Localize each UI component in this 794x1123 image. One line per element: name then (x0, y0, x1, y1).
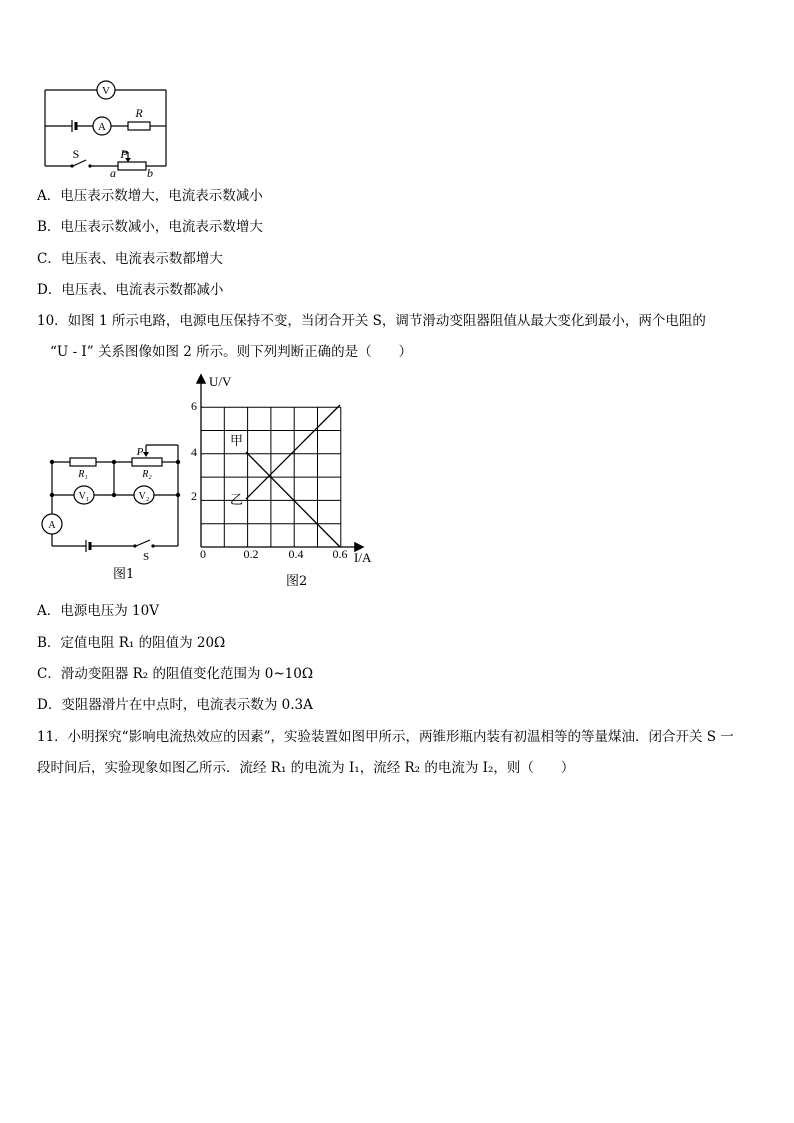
q10-option-c: C．滑动变阻器 R₂ 的阻值变化范围为 0~10Ω (37, 666, 314, 682)
x-axis-label: I/A (354, 550, 372, 565)
q10-stem-line2: “U - I” 关系图像如图 2 所示。则下列判断正确的是（ ） (50, 344, 413, 360)
switch-label: S (142, 551, 150, 563)
origin-label: 0 (200, 547, 206, 561)
v1-label: V₁ (78, 491, 90, 502)
ammeter-label: A (98, 121, 106, 133)
end-b-label: b (147, 166, 153, 180)
q9-option-c: C．电压表、电流表示数都增大 (37, 251, 223, 267)
q11-stem-line2: 段时间后，实验现象如图乙所示．流经 R₁ 的电流为 I₁，流经 R₂ 的电流为 I₂，则（ ） (37, 760, 575, 776)
voltmeter-label: V (102, 85, 110, 97)
q9-option-b: B．电压表示数减小，电流表示数增大 (37, 219, 263, 235)
circuit-figure-q9 (38, 76, 180, 180)
q11-stem-line1: 11．小明探究“影响电流热效应的因素”，实验装置如图甲所示，两锥形瓶内装有初温相等的等量煤油．闭合开关 S 一 (37, 729, 734, 745)
x-tick-0-6: 0.6 (332, 547, 348, 561)
q9-option-d: D．电压表、电流表示数都减小 (37, 282, 224, 298)
line-jia-label: 甲 (230, 433, 244, 448)
x-tick-0-2: 0.2 (243, 547, 259, 561)
y-tick-6: 6 (191, 399, 197, 413)
slider-label: P (120, 147, 128, 161)
switch-label: S (72, 147, 80, 161)
x-tick-0-4: 0.4 (288, 547, 304, 561)
ui-graph-figure-2 (180, 368, 380, 568)
slider-label: P (136, 446, 144, 458)
ammeter-label: A (48, 520, 56, 531)
y-tick-2: 2 (191, 489, 197, 503)
end-a-label: a (110, 166, 116, 180)
circuit-figure-1 (36, 442, 186, 592)
line-yi (246, 405, 340, 499)
y-axis-label: U/V (209, 374, 232, 389)
q9-option-a: A．电压表示数增大，电流表示数减小 (37, 188, 263, 204)
y-tick-4: 4 (191, 445, 197, 459)
r2-label: R₂ (142, 469, 152, 480)
resistor-label: R (135, 106, 143, 120)
line-jia (246, 452, 340, 547)
q10-stem-line1: 10．如图 1 所示电路，电源电压保持不变，当闭合开关 S，调节滑动变阻器阻值从最大变化到最小，两个电阻的 (37, 313, 706, 329)
q10-option-b: B．定值电阻 R₁ 的阻值为 20Ω (37, 635, 226, 651)
q10-option-a: A．电源电压为 10V (37, 603, 159, 619)
line-yi-label: 乙 (230, 492, 244, 507)
q10-option-d: D．变阻器滑片在中点时，电流表示数为 0.3A (37, 697, 313, 713)
figure-2-caption: 图2 (286, 574, 308, 589)
v2-label: V₂ (138, 491, 150, 502)
r1-label: R₁ (78, 469, 88, 480)
figure-1-caption: 图1 (113, 567, 135, 582)
